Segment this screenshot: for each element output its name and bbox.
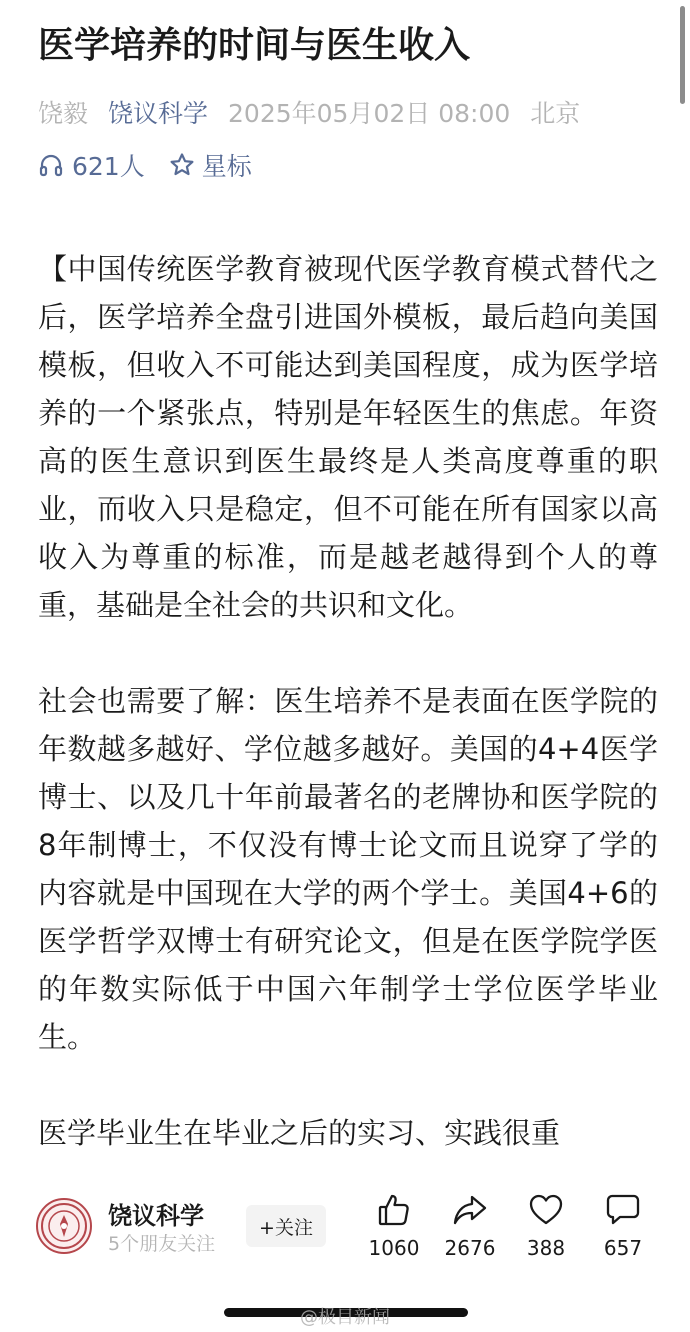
- headphones-icon: [38, 152, 72, 178]
- friends-follow-count: 5个朋友关注: [108, 1233, 216, 1255]
- share-button[interactable]: [432, 1192, 508, 1260]
- star-button[interactable]: [169, 147, 252, 183]
- publish-date: 2025年05月02日 08:00: [228, 99, 511, 128]
- share-count: 2676: [444, 1236, 496, 1260]
- comment-icon: [605, 1192, 641, 1228]
- favorite-button[interactable]: [508, 1192, 584, 1260]
- heart-icon: [528, 1192, 564, 1228]
- article-stats: [38, 148, 252, 182]
- listener-count: 621人: [72, 152, 145, 181]
- article-meta: [38, 95, 580, 129]
- comment-count: 657: [603, 1236, 643, 1260]
- paragraph: 【中国传统医学教育被现代医学教育模式替代之后，医学培养全盘引进国外模板，最后趋向美国模板，但收入不可能达到美国程度，成为医学培养的一个紧张点，特别是年轻医生的焦虑。年资高的医生意识到医生最终是人类高度尊重的职业，而收入只是稳定，但不可能在所有国家以高收入为尊重的标准，而是越老越得到个人的尊重，基础是全社会的共识和文化。: [38, 252, 658, 622]
- share-icon: [452, 1192, 488, 1228]
- scrollbar[interactable]: [680, 6, 685, 104]
- paragraph: 医学毕业生在毕业之后的实习、实践很重: [38, 1116, 561, 1150]
- author-name: 饶毅: [38, 99, 89, 128]
- article-title: 医学培养的时间与医生收入: [38, 25, 471, 66]
- like-count: 1060: [368, 1236, 420, 1260]
- seal-logo-icon: [38, 1200, 90, 1252]
- publish-location: 北京: [530, 99, 581, 128]
- star-label: 星标: [201, 152, 252, 181]
- star-icon: [169, 152, 202, 178]
- paragraph: 社会也需要了解：医生培养不是表面在医学院的年数越多越好、学位越多越好。美国的4+4医学博士、以及几十年前最著名的老牌协和医学院的8年制博士，不仅没有博士论文而且说穿了学的内容就是中国现在大学的两个学士。美国4+6的医学哲学双博士有研究论文，但是在医学院学医的年数实际低于中国六年制学士学位医学毕业生。: [38, 684, 658, 1054]
- bottom-account-name[interactable]: 饶议科学: [108, 1202, 204, 1230]
- account-link[interactable]: 饶议科学: [108, 99, 209, 128]
- listen-button[interactable]: [38, 147, 145, 183]
- like-button[interactable]: [356, 1192, 432, 1260]
- thumbs-up-icon: [376, 1192, 412, 1228]
- comment-button[interactable]: [585, 1192, 661, 1260]
- account-avatar[interactable]: [36, 1198, 92, 1254]
- favorite-count: 388: [526, 1236, 566, 1260]
- follow-button[interactable]: +关注: [246, 1205, 326, 1247]
- article-body: [38, 245, 658, 1178]
- watermark-text: @极目新闻: [300, 1307, 390, 1328]
